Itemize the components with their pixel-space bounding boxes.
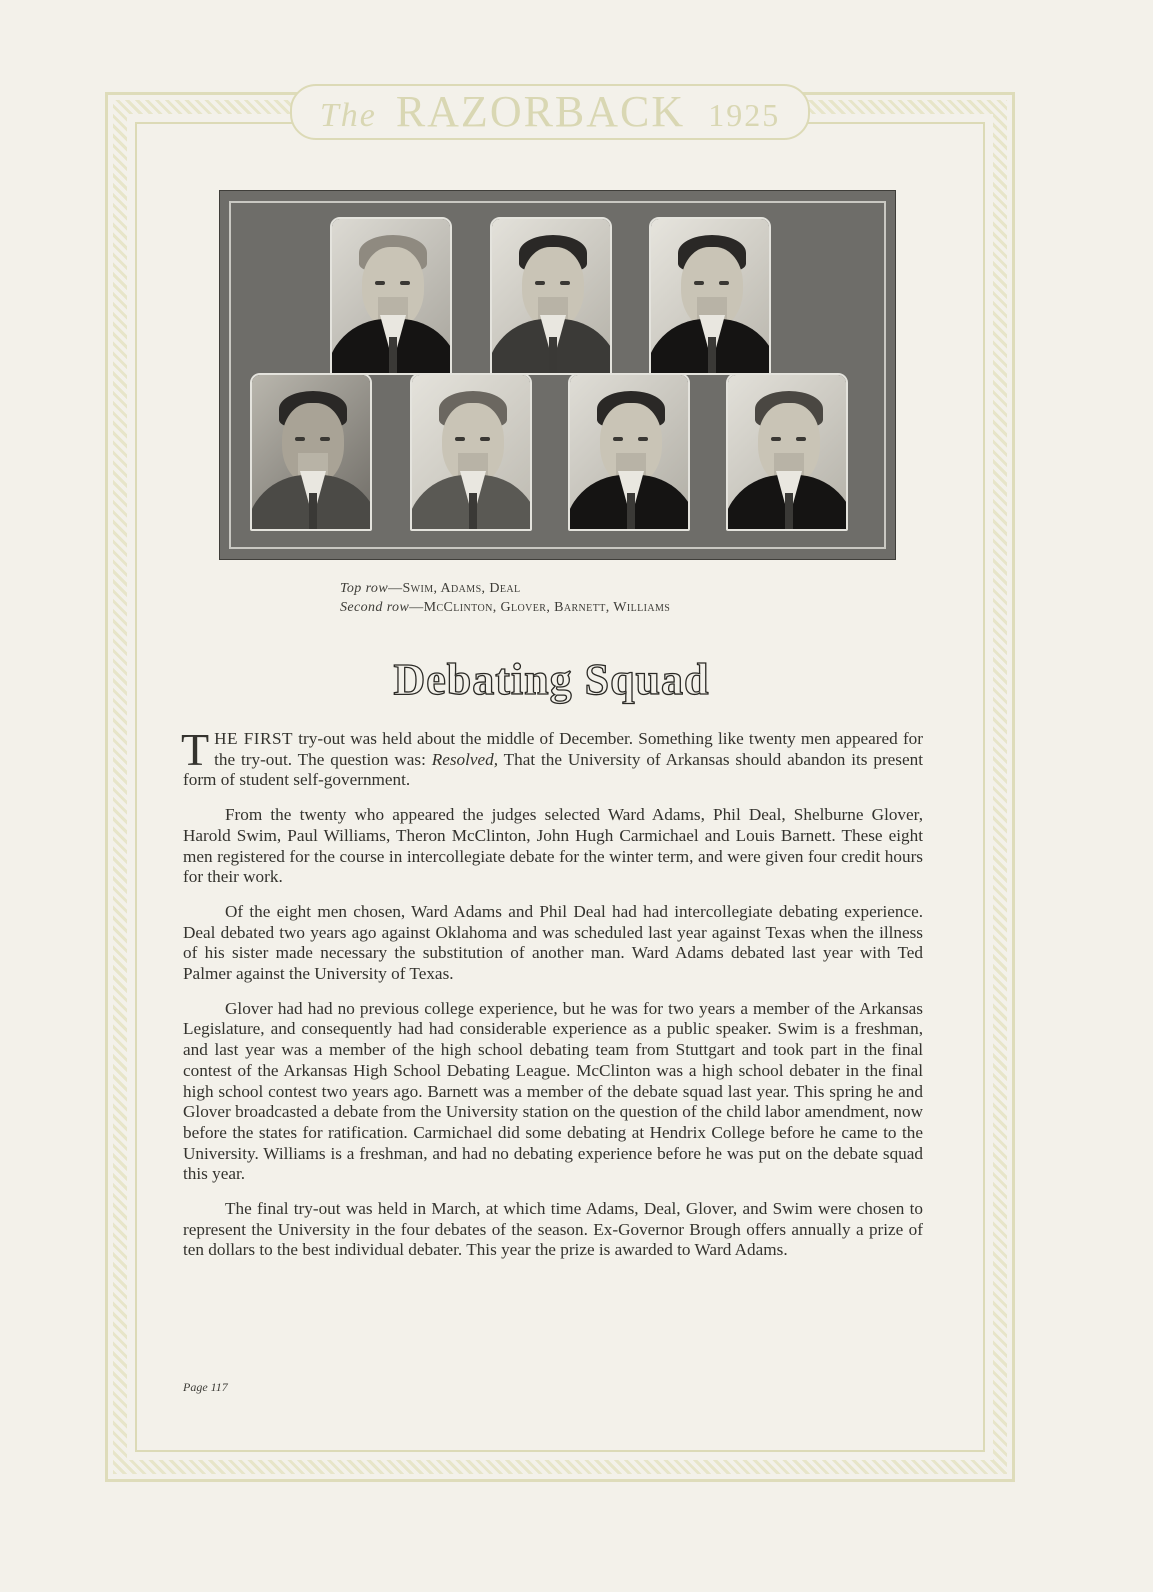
photo-caption <box>340 579 670 617</box>
header-year: 1925 <box>708 97 781 133</box>
group-photo <box>219 190 896 560</box>
yearbook-header <box>290 82 810 142</box>
portrait-swim <box>330 217 452 375</box>
drop-cap: T <box>181 724 210 775</box>
paragraph-1-tail: That the University of Arkansas should abandon its present form of student self-government. <box>183 749 923 790</box>
portrait-mcclinton <box>250 373 372 531</box>
resolved-italic: Resolved, <box>431 749 499 769</box>
caption-second-row-names: —McClinton, Glover, Barnett, Williams <box>409 600 671 615</box>
caption-top-row-names: —Swim, Adams, Deal <box>388 581 521 596</box>
portrait-barnett <box>568 373 690 531</box>
portrait-deal <box>649 217 771 375</box>
caption-line-1 <box>340 579 670 598</box>
paragraph-3: Of the eight men chosen, Ward Adams and Phil Deal had had intercollegiate debating experience. Deal debated two years ago against Oklahoma and was scheduled last year against Texas when the illness of his sister made necessary the substitution of another man. Ward Adams debated last year with Ted Palmer against the University of Texas. <box>183 901 923 984</box>
caption-line-2 <box>340 598 670 617</box>
paragraph-4: Glover had had no previous college experience, but he was for two years a member of the Arkansas Legislature, and consequently had had considerable experience as a public speaker. Swim is a freshman, and last year was a member of the high school debating team from Stuttgart and took part in the final contest of the Arkansas High School Debating League. McClinton was a high school debater in the final high school contest two years ago. Barnett was a member of the debate squad last year. This spring he and Glover broadcasted a debate from the University station on the question of the child labor amendment, now before the states for ratification. Carmichael did some debating at Hendrix College before he came to the University. Williams is a freshman, and had no debating experience before he was put on the debate squad this year. <box>183 998 923 1184</box>
caption-second-row-label: Second row <box>340 600 410 615</box>
header-the: The <box>319 97 377 134</box>
page-number: Page 117 <box>183 1380 228 1394</box>
page-title: Debating Squad <box>393 655 710 704</box>
portrait-glover <box>410 373 532 531</box>
paragraph-1 <box>181 724 924 791</box>
article-body <box>181 724 924 1275</box>
paragraph-1-text: try-out was held about the middle of December. Something like twenty men appeared for the try-out. The question was: <box>214 729 924 769</box>
portrait-adams <box>490 217 612 375</box>
portrait-williams <box>726 373 848 531</box>
header-name: RAZORBACK <box>395 87 686 136</box>
paragraph-2: From the twenty who appeared the judges selected Ward Adams, Phil Deal, Shelburne Glover, Harold Swim, Paul Williams, Theron McClinton, John Hugh Carmichael and Louis Barnett. These eight men registered for the course in intercollegiate debate for the winter term, and were given four credit hours for their work. <box>183 805 923 887</box>
paragraph-5: The final try-out was held in March, at which time Adams, Deal, Glover, and Swim were chosen to represent the University in the four debates of the season. Ex-Governor Brough offers annually a prize of ten dollars to the best individual debater. This year the prize is awarded to Ward Adams. <box>183 1199 923 1260</box>
lead-in: HE FIRST <box>214 729 294 748</box>
caption-top-row-label: Top row <box>340 581 389 596</box>
